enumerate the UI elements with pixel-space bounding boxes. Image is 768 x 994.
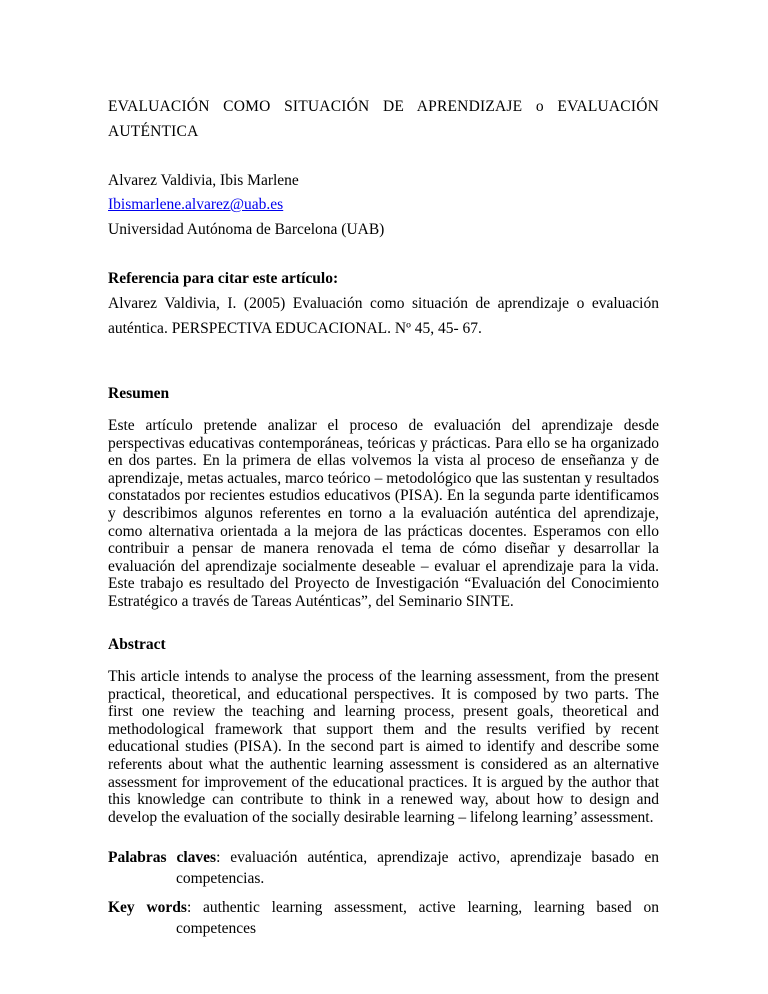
- keywords-english: [108, 899, 659, 938]
- citation-line-2: auténtica. PERSPECTIVA EDUCACIONAL. Nº 45, 45- 67.: [108, 320, 482, 337]
- keywords-english-line-2: competences: [176, 920, 257, 937]
- keywords-spanish-line-2: competencias.: [176, 870, 265, 887]
- resumen-heading: Resumen: [108, 385, 170, 402]
- keywords-english-label: Key words: [108, 899, 187, 916]
- keywords-english-line-1: : authentic learning assessment, active learning, learning based on: [186, 899, 659, 916]
- title-line-2: AUTÉNTICA: [108, 123, 199, 140]
- citation-line-1: Alvarez Valdivia, I. (2005) Evaluación como situación de aprendizaje o evaluación: [108, 295, 659, 312]
- author-email-row: [108, 196, 659, 214]
- author-email-link[interactable]: Ibismarlene.alvarez@uab.es: [108, 196, 284, 213]
- abstract-heading: Abstract: [108, 636, 166, 653]
- keywords-spanish-label: Palabras claves: [108, 849, 217, 866]
- title-line-1: EVALUACIÓN COMO SITUACIÓN DE APRENDIZAJE o EVALUACIÓN: [108, 98, 659, 115]
- citation-heading: Referencia para citar este artículo:: [108, 270, 339, 287]
- author-affiliation: Universidad Autónoma de Barcelona (UAB): [108, 221, 385, 238]
- keywords-spanish-line-1: : evaluación auténtica, aprendizaje activo, aprendizaje basado en: [216, 849, 660, 866]
- abstract-text: This article intends to analyse the process of the learning assessment, from the present practical, theoretical, and educational perspectives. It is composed by two parts. The first one review the teaching and learning process, present goals, theoretical and methodological framework that support them and the results verified by recent educational studies (PISA). In the second part is aimed to identify and describe some referents about what the authentic learning assessment is considered as an alternative assessment for improvement of the educational practices. It is argued by the author that this knowledge can contribute to think in a renewed way, about how to design and develop the evaluation of the socially desirable learning – lifelong learning’ assessment.: [108, 668, 659, 826]
- resumen-text: Este artículo pretende analizar el proceso de evaluación del aprendizaje desde perspectivas educativas contemporáneas, teóricas y prácticas. Para ello se ha organizado en dos partes. En la primera de ellas volvemos la vista al proceso de enseñanza y de aprendizaje, metas actuales, marco teórico – metodológico que las sustentan y resultados constatados por recientes estudios educativos (PISA). En la segunda parte identificamos y describimos algunos referentes en torno a la evaluación auténtica del aprendizaje, como alternativa orientada a la mejora de las prácticas docentes. Esperamos con ello contribuir a pensar de manera renovada el tema de cómo diseñar y desarrollar la evaluación del aprendizaje socialmente deseable – evaluar el aprendizaje para la vida. Este trabajo es resultado del Proyecto de Investigación “Evaluación del Conocimiento Estratégico a través de Tareas Auténticas”, del Seminario SINTE.: [108, 417, 659, 610]
- keywords-spanish: [108, 849, 659, 888]
- author-name: Alvarez Valdivia, Ibis Marlene: [108, 172, 299, 189]
